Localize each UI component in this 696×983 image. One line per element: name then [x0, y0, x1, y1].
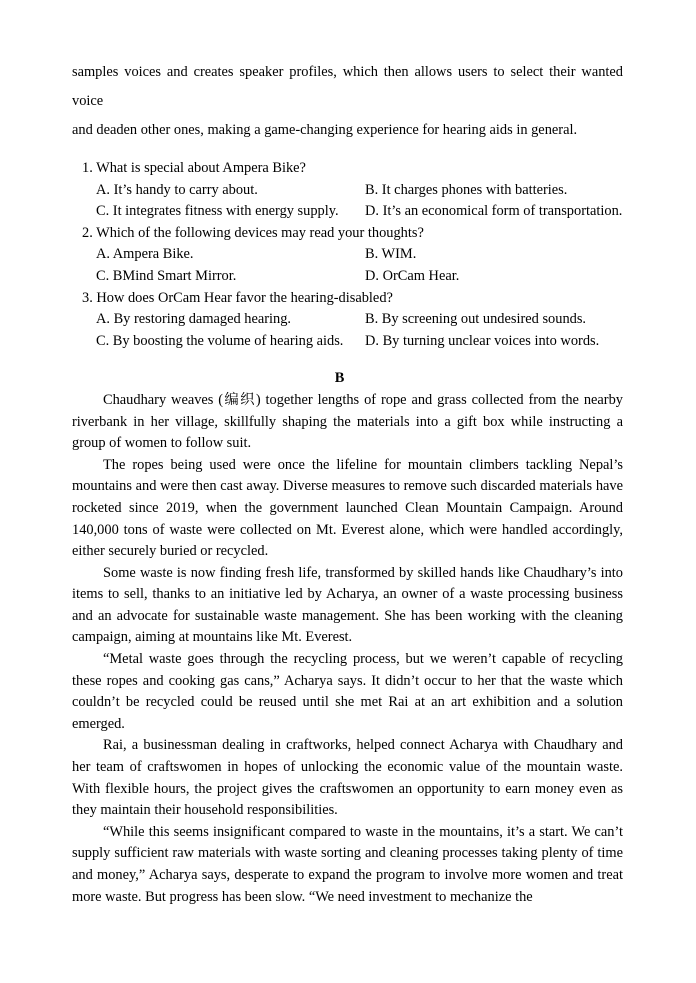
continuation-paragraph [72, 58, 623, 145]
question-1-option-row-ab [72, 180, 623, 202]
passage-paragraph-2: The ropes being used were once the lifeline for mountain climbers tackling Nepal’s mountains and were then cast away. Diverse measures to remove such discarded materials have rocketed since 2019, when the government launched Clean Mountain Campaign. Around 140,000 tons of waste were collected on Mt. Everest alone, which were handled accordingly, either securely buried or recycled. [72, 456, 623, 560]
passage-paragraph-4: “Metal waste goes through the recycling process, but we weren’t capable of recycling these ropes and cooking gas cans,” Acharya says. It didn’t occur to her that the waste which couldn’t be recycled could be reused until she met Rai at an art exhibition and a solution emerged. [72, 651, 623, 732]
question-1-option-b[interactable]: B. It charges phones with batteries. [365, 181, 568, 198]
question-2-option-a[interactable]: A. Ampera Bike. [96, 246, 194, 263]
question-1-option-c[interactable]: C. It integrates fitness with energy supply. [96, 203, 339, 220]
question-item-3 [72, 288, 623, 353]
passage-paragraph-6: “While this seems insignificant compared to waste in the mountains, it’s a start. We can’t supply sufficient raw materials with waste sorting and cleaning processes taking plenty of time and money,” Acharya says, desperate to expand the program to involve more women and treat more waste. But progress has been slow. “We need investment to mechanize the [72, 823, 623, 905]
question-2-option-b[interactable]: B. WIM. [365, 246, 417, 263]
continuation-line-2: and deaden other ones, making a game-changing experience for hearing aids in general. [72, 122, 578, 138]
question-3-option-row-ab [72, 309, 623, 331]
question-3-options [72, 309, 623, 352]
question-3-stem [72, 288, 623, 310]
question-item-2 [72, 223, 623, 288]
section-heading-b: B [334, 370, 345, 387]
question-2-stem [72, 223, 623, 245]
question-item-1 [72, 158, 623, 223]
reading-passage-b [72, 390, 623, 908]
question-1-stem [72, 158, 623, 180]
question-3-text: How does OrCam Hear favor the hearing-disabled? [96, 289, 393, 306]
question-2-number: 2. [82, 224, 93, 241]
question-3-option-c[interactable]: C. By boosting the volume of hearing aids. [96, 332, 344, 349]
question-2-option-row-cd [72, 266, 623, 288]
passage-paragraph-5: Rai, a businessman dealing in craftworks, helped connect Acharya with Chaudhary and her team of craftswomen in hopes of unlocking the economic value of the mountain waste. With flexible hours, the project gives the craftswomen an opportunity to earn money even as they maintain their household responsibilities. [72, 737, 623, 819]
passage-paragraph-3: Some waste is now finding fresh life, transformed by skilled hands like Chaudhary’s into items to sell, thanks to an initiative led by Acharya, an owner of a waste processing business and an advocate for sustainable waste management. She has been working with the cleaning campaign, aiming at mountains like Mt. Everest. [72, 564, 623, 646]
question-1-option-d[interactable]: D. It’s an economical form of transportation. [365, 203, 623, 220]
questions-list [72, 158, 623, 352]
question-2-text: Which of the following devices may read your thoughts? [96, 224, 424, 241]
question-3-option-a[interactable]: A. By restoring damaged hearing. [96, 311, 292, 328]
question-1-text: What is special about Ampera Bike? [96, 160, 306, 176]
question-3-option-d[interactable]: D. By turning unclear voices into words. [365, 332, 600, 349]
question-1-options [72, 180, 623, 223]
question-1-option-row-cd [72, 201, 623, 223]
continuation-line-1: samples voices and creates speaker profiles, which then allows users to select their wanted voice [72, 64, 623, 109]
question-2-option-c[interactable]: C. BMind Smart Mirror. [96, 267, 237, 284]
question-3-option-b[interactable]: B. By screening out undesired sounds. [365, 311, 587, 328]
question-1-option-a[interactable]: A. It’s handy to carry about. [96, 181, 258, 198]
question-2-option-row-ab [72, 244, 623, 266]
question-3-number: 3. [82, 289, 93, 306]
question-3-option-row-cd [72, 331, 623, 353]
question-1-number: 1. [82, 160, 93, 176]
question-2-option-d[interactable]: D. OrCam Hear. [365, 267, 460, 284]
passage-paragraph-1: Chaudhary weaves (编织) together lengths of rope and grass collected from the nearby riverbank in her village, skillfully shaping the materials into a gift box while instructing a group of women to follow suit. [72, 391, 623, 452]
question-2-options [72, 244, 623, 287]
